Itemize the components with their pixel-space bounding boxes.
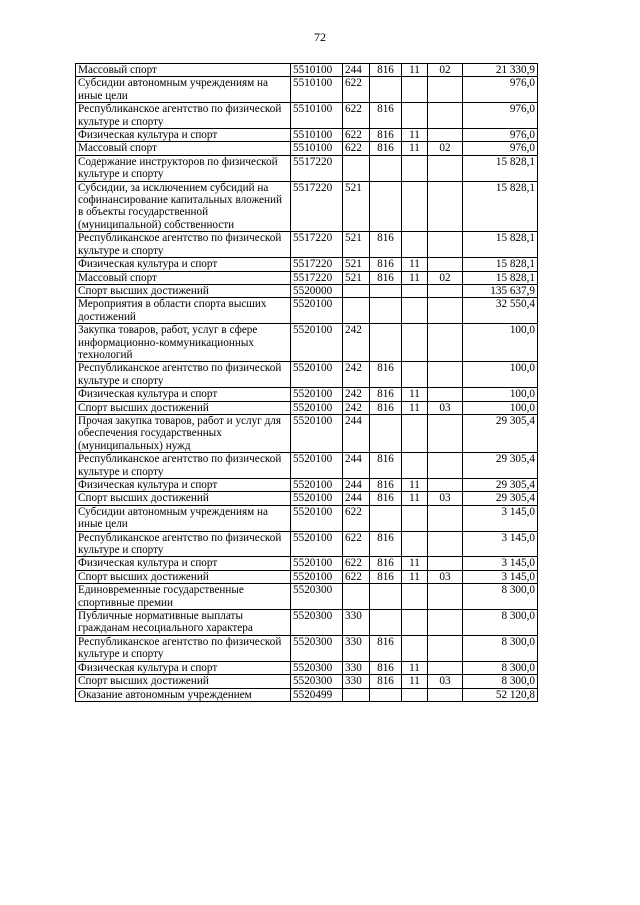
target-article-cell: 5520100 bbox=[291, 414, 343, 452]
row-name-cell: Физическая культура и спорт bbox=[76, 258, 291, 271]
ministry-code-cell: 816 bbox=[370, 388, 402, 401]
row-name-cell: Республиканское агентство по физической культуре и спорту bbox=[76, 635, 291, 661]
section-cell bbox=[402, 414, 428, 452]
ministry-code-cell: 816 bbox=[370, 492, 402, 505]
table-row bbox=[76, 155, 538, 181]
subsection-cell bbox=[428, 688, 463, 701]
row-name-cell: Закупка товаров, работ, услуг в сфере информационно-коммуникационных технологий bbox=[76, 324, 291, 362]
row-name-cell: Спорт высших достижений bbox=[76, 675, 291, 688]
amount-cell: 100,0 bbox=[463, 401, 538, 414]
target-article-cell: 5520100 bbox=[291, 401, 343, 414]
ministry-code-cell bbox=[370, 284, 402, 297]
expense-type-cell bbox=[343, 298, 370, 324]
expense-type-cell: 622 bbox=[343, 531, 370, 557]
ministry-code-cell: 816 bbox=[370, 661, 402, 674]
expense-type-cell: 622 bbox=[343, 77, 370, 103]
section-cell bbox=[402, 453, 428, 479]
target-article-cell: 5520100 bbox=[291, 388, 343, 401]
expense-type-cell: 622 bbox=[343, 142, 370, 155]
ministry-code-cell: 816 bbox=[370, 635, 402, 661]
expense-type-cell bbox=[343, 155, 370, 181]
ministry-code-cell: 816 bbox=[370, 271, 402, 284]
section-cell bbox=[402, 531, 428, 557]
section-cell: 11 bbox=[402, 570, 428, 583]
subsection-cell bbox=[428, 181, 463, 232]
ministry-code-cell: 816 bbox=[370, 258, 402, 271]
row-name-cell: Республиканское агентство по физической культуре и спорту bbox=[76, 531, 291, 557]
expense-type-cell bbox=[343, 284, 370, 297]
expense-type-cell: 244 bbox=[343, 492, 370, 505]
section-cell: 11 bbox=[402, 64, 428, 77]
section-cell bbox=[402, 298, 428, 324]
row-name-cell: Физическая культура и спорт bbox=[76, 129, 291, 142]
subsection-cell bbox=[428, 129, 463, 142]
row-name-cell: Субсидии, за исключением субсидий на софинансирование капитальных вложений в объекты государственной (муниципальной) собственности bbox=[76, 181, 291, 232]
table-row bbox=[76, 388, 538, 401]
expense-type-cell: 622 bbox=[343, 129, 370, 142]
table-row bbox=[76, 584, 538, 610]
row-name-cell: Спорт высших достижений bbox=[76, 570, 291, 583]
expense-type-cell: 242 bbox=[343, 401, 370, 414]
section-cell: 11 bbox=[402, 258, 428, 271]
section-cell: 11 bbox=[402, 401, 428, 414]
row-name-cell: Республиканское агентство по физической культуре и спорту bbox=[76, 232, 291, 258]
amount-cell: 976,0 bbox=[463, 129, 538, 142]
target-article-cell: 5517220 bbox=[291, 258, 343, 271]
expense-type-cell: 330 bbox=[343, 661, 370, 674]
row-name-cell: Субсидии автономным учреждениям на иные цели bbox=[76, 77, 291, 103]
subsection-cell: 03 bbox=[428, 492, 463, 505]
subsection-cell: 02 bbox=[428, 64, 463, 77]
table-row bbox=[76, 675, 538, 688]
expense-type-cell bbox=[343, 688, 370, 701]
target-article-cell: 5510100 bbox=[291, 129, 343, 142]
section-cell: 11 bbox=[402, 557, 428, 570]
page-number: 72 bbox=[314, 30, 326, 44]
section-cell bbox=[402, 77, 428, 103]
table-row bbox=[76, 271, 538, 284]
section-cell bbox=[402, 610, 428, 636]
target-article-cell: 5520100 bbox=[291, 531, 343, 557]
section-cell: 11 bbox=[402, 129, 428, 142]
table-row bbox=[76, 531, 538, 557]
ministry-code-cell: 816 bbox=[370, 232, 402, 258]
ministry-code-cell: 816 bbox=[370, 479, 402, 492]
table-row bbox=[76, 103, 538, 129]
row-name-cell: Республиканское агентство по физической культуре и спорту bbox=[76, 103, 291, 129]
amount-cell: 8 300,0 bbox=[463, 675, 538, 688]
target-article-cell: 5520100 bbox=[291, 298, 343, 324]
expense-type-cell: 521 bbox=[343, 271, 370, 284]
row-name-cell: Физическая культура и спорт bbox=[76, 557, 291, 570]
target-article-cell: 5517220 bbox=[291, 155, 343, 181]
amount-cell: 29 305,4 bbox=[463, 414, 538, 452]
target-article-cell: 5520100 bbox=[291, 492, 343, 505]
expense-type-cell: 244 bbox=[343, 453, 370, 479]
ministry-code-cell bbox=[370, 610, 402, 636]
amount-cell: 976,0 bbox=[463, 103, 538, 129]
row-name-cell: Физическая культура и спорт bbox=[76, 388, 291, 401]
subsection-cell bbox=[428, 584, 463, 610]
table-row bbox=[76, 284, 538, 297]
section-cell bbox=[402, 103, 428, 129]
target-article-cell: 5510100 bbox=[291, 77, 343, 103]
subsection-cell bbox=[428, 635, 463, 661]
expense-type-cell: 622 bbox=[343, 570, 370, 583]
subsection-cell: 03 bbox=[428, 401, 463, 414]
amount-cell: 29 305,4 bbox=[463, 479, 538, 492]
table-row bbox=[76, 570, 538, 583]
expense-type-cell: 622 bbox=[343, 103, 370, 129]
table-row bbox=[76, 414, 538, 452]
ministry-code-cell bbox=[370, 414, 402, 452]
subsection-cell bbox=[428, 298, 463, 324]
table-row bbox=[76, 232, 538, 258]
subsection-cell bbox=[428, 324, 463, 362]
amount-cell: 976,0 bbox=[463, 77, 538, 103]
row-name-cell: Прочая закупка товаров, работ и услуг для обеспечения государственных (муниципальных) нужд bbox=[76, 414, 291, 452]
expense-type-cell: 244 bbox=[343, 414, 370, 452]
ministry-code-cell: 816 bbox=[370, 570, 402, 583]
ministry-code-cell: 816 bbox=[370, 531, 402, 557]
target-article-cell: 5517220 bbox=[291, 232, 343, 258]
ministry-code-cell bbox=[370, 155, 402, 181]
target-article-cell: 5510100 bbox=[291, 103, 343, 129]
expense-type-cell: 521 bbox=[343, 232, 370, 258]
target-article-cell: 5517220 bbox=[291, 181, 343, 232]
section-cell bbox=[402, 584, 428, 610]
subsection-cell: 02 bbox=[428, 271, 463, 284]
subsection-cell bbox=[428, 103, 463, 129]
amount-cell: 32 550,4 bbox=[463, 298, 538, 324]
expense-type-cell: 521 bbox=[343, 258, 370, 271]
target-article-cell: 5520000 bbox=[291, 284, 343, 297]
target-article-cell: 5520100 bbox=[291, 324, 343, 362]
subsection-cell bbox=[428, 453, 463, 479]
row-name-cell: Спорт высших достижений bbox=[76, 492, 291, 505]
expense-type-cell: 521 bbox=[343, 181, 370, 232]
section-cell: 11 bbox=[402, 661, 428, 674]
section-cell: 11 bbox=[402, 271, 428, 284]
table-row bbox=[76, 635, 538, 661]
ministry-code-cell bbox=[370, 584, 402, 610]
ministry-code-cell: 816 bbox=[370, 129, 402, 142]
row-name-cell: Массовый спорт bbox=[76, 271, 291, 284]
ministry-code-cell bbox=[370, 505, 402, 531]
target-article-cell: 5520300 bbox=[291, 661, 343, 674]
amount-cell: 8 300,0 bbox=[463, 584, 538, 610]
target-article-cell: 5510100 bbox=[291, 142, 343, 155]
budget-table bbox=[75, 63, 538, 702]
row-name-cell: Мероприятия в области спорта высших достижений bbox=[76, 298, 291, 324]
section-cell bbox=[402, 284, 428, 297]
section-cell bbox=[402, 635, 428, 661]
target-article-cell: 5520300 bbox=[291, 675, 343, 688]
table-row bbox=[76, 401, 538, 414]
subsection-cell bbox=[428, 258, 463, 271]
amount-cell: 976,0 bbox=[463, 142, 538, 155]
table-row bbox=[76, 661, 538, 674]
section-cell bbox=[402, 505, 428, 531]
target-article-cell: 5520300 bbox=[291, 635, 343, 661]
ministry-code-cell: 816 bbox=[370, 557, 402, 570]
section-cell: 11 bbox=[402, 492, 428, 505]
row-name-cell: Публичные нормативные выплаты гражданам несоциального характера bbox=[76, 610, 291, 636]
target-article-cell: 5520100 bbox=[291, 505, 343, 531]
table-row bbox=[76, 492, 538, 505]
ministry-code-cell bbox=[370, 181, 402, 232]
table-row bbox=[76, 505, 538, 531]
amount-cell: 21 330,9 bbox=[463, 64, 538, 77]
amount-cell: 3 145,0 bbox=[463, 531, 538, 557]
subsection-cell bbox=[428, 388, 463, 401]
table-row bbox=[76, 64, 538, 77]
table-row bbox=[76, 688, 538, 701]
table-row bbox=[76, 77, 538, 103]
section-cell bbox=[402, 181, 428, 232]
target-article-cell: 5517220 bbox=[291, 271, 343, 284]
expense-type-cell bbox=[343, 584, 370, 610]
target-article-cell: 5520300 bbox=[291, 610, 343, 636]
subsection-cell bbox=[428, 362, 463, 388]
ministry-code-cell bbox=[370, 77, 402, 103]
expense-type-cell: 330 bbox=[343, 635, 370, 661]
section-cell bbox=[402, 324, 428, 362]
subsection-cell bbox=[428, 531, 463, 557]
target-article-cell: 5520100 bbox=[291, 570, 343, 583]
target-article-cell: 5520100 bbox=[291, 557, 343, 570]
section-cell: 11 bbox=[402, 675, 428, 688]
expense-type-cell: 242 bbox=[343, 362, 370, 388]
row-name-cell: Физическая культура и спорт bbox=[76, 661, 291, 674]
amount-cell: 135 637,9 bbox=[463, 284, 538, 297]
row-name-cell: Спорт высших достижений bbox=[76, 284, 291, 297]
amount-cell: 52 120,8 bbox=[463, 688, 538, 701]
subsection-cell: 03 bbox=[428, 675, 463, 688]
subsection-cell bbox=[428, 505, 463, 531]
expense-type-cell: 244 bbox=[343, 64, 370, 77]
target-article-cell: 5510100 bbox=[291, 64, 343, 77]
subsection-cell bbox=[428, 610, 463, 636]
row-name-cell: Массовый спорт bbox=[76, 64, 291, 77]
subsection-cell bbox=[428, 414, 463, 452]
ministry-code-cell: 816 bbox=[370, 362, 402, 388]
amount-cell: 8 300,0 bbox=[463, 635, 538, 661]
target-article-cell: 5520499 bbox=[291, 688, 343, 701]
row-name-cell: Республиканское агентство по физической культуре и спорту bbox=[76, 453, 291, 479]
amount-cell: 3 145,0 bbox=[463, 505, 538, 531]
ministry-code-cell bbox=[370, 298, 402, 324]
amount-cell: 8 300,0 bbox=[463, 610, 538, 636]
amount-cell: 3 145,0 bbox=[463, 557, 538, 570]
subsection-cell bbox=[428, 155, 463, 181]
subsection-cell: 02 bbox=[428, 142, 463, 155]
expense-type-cell: 244 bbox=[343, 479, 370, 492]
ministry-code-cell bbox=[370, 688, 402, 701]
amount-cell: 15 828,1 bbox=[463, 258, 538, 271]
row-name-cell: Субсидии автономным учреждениям на иные цели bbox=[76, 505, 291, 531]
ministry-code-cell: 816 bbox=[370, 675, 402, 688]
subsection-cell bbox=[428, 77, 463, 103]
row-name-cell: Республиканское агентство по физической культуре и спорту bbox=[76, 362, 291, 388]
ministry-code-cell: 816 bbox=[370, 453, 402, 479]
target-article-cell: 5520100 bbox=[291, 453, 343, 479]
section-cell bbox=[402, 362, 428, 388]
amount-cell: 100,0 bbox=[463, 388, 538, 401]
table-row bbox=[76, 453, 538, 479]
expense-type-cell: 622 bbox=[343, 505, 370, 531]
table-row bbox=[76, 479, 538, 492]
amount-cell: 29 305,4 bbox=[463, 453, 538, 479]
subsection-cell bbox=[428, 661, 463, 674]
table-row bbox=[76, 181, 538, 232]
target-article-cell: 5520300 bbox=[291, 584, 343, 610]
table-row bbox=[76, 129, 538, 142]
row-name-cell: Содержание инструкторов по физической культуре и спорту bbox=[76, 155, 291, 181]
amount-cell: 8 300,0 bbox=[463, 661, 538, 674]
expense-type-cell: 330 bbox=[343, 675, 370, 688]
section-cell: 11 bbox=[402, 388, 428, 401]
row-name-cell: Спорт высших достижений bbox=[76, 401, 291, 414]
subsection-cell bbox=[428, 479, 463, 492]
section-cell bbox=[402, 232, 428, 258]
table-row bbox=[76, 324, 538, 362]
table-row bbox=[76, 362, 538, 388]
row-name-cell: Оказание автономным учреждением bbox=[76, 688, 291, 701]
subsection-cell: 03 bbox=[428, 570, 463, 583]
expense-type-cell: 242 bbox=[343, 324, 370, 362]
amount-cell: 15 828,1 bbox=[463, 155, 538, 181]
row-name-cell: Единовременные государственные спортивные премии bbox=[76, 584, 291, 610]
table-row bbox=[76, 610, 538, 636]
amount-cell: 100,0 bbox=[463, 362, 538, 388]
section-cell bbox=[402, 155, 428, 181]
ministry-code-cell: 816 bbox=[370, 142, 402, 155]
target-article-cell: 5520100 bbox=[291, 362, 343, 388]
subsection-cell bbox=[428, 232, 463, 258]
amount-cell: 3 145,0 bbox=[463, 570, 538, 583]
table-row bbox=[76, 298, 538, 324]
section-cell: 11 bbox=[402, 142, 428, 155]
table-row bbox=[76, 142, 538, 155]
subsection-cell bbox=[428, 557, 463, 570]
amount-cell: 29 305,4 bbox=[463, 492, 538, 505]
expense-type-cell: 330 bbox=[343, 610, 370, 636]
table-row bbox=[76, 557, 538, 570]
ministry-code-cell: 816 bbox=[370, 64, 402, 77]
table-row bbox=[76, 258, 538, 271]
ministry-code-cell bbox=[370, 324, 402, 362]
amount-cell: 15 828,1 bbox=[463, 181, 538, 232]
ministry-code-cell: 816 bbox=[370, 103, 402, 129]
amount-cell: 100,0 bbox=[463, 324, 538, 362]
budget-table-body bbox=[76, 64, 538, 702]
ministry-code-cell: 816 bbox=[370, 401, 402, 414]
row-name-cell: Физическая культура и спорт bbox=[76, 479, 291, 492]
target-article-cell: 5520100 bbox=[291, 479, 343, 492]
expense-type-cell: 622 bbox=[343, 557, 370, 570]
subsection-cell bbox=[428, 284, 463, 297]
amount-cell: 15 828,1 bbox=[463, 232, 538, 258]
row-name-cell: Массовый спорт bbox=[76, 142, 291, 155]
expense-type-cell: 242 bbox=[343, 388, 370, 401]
amount-cell: 15 828,1 bbox=[463, 271, 538, 284]
section-cell: 11 bbox=[402, 479, 428, 492]
section-cell bbox=[402, 688, 428, 701]
